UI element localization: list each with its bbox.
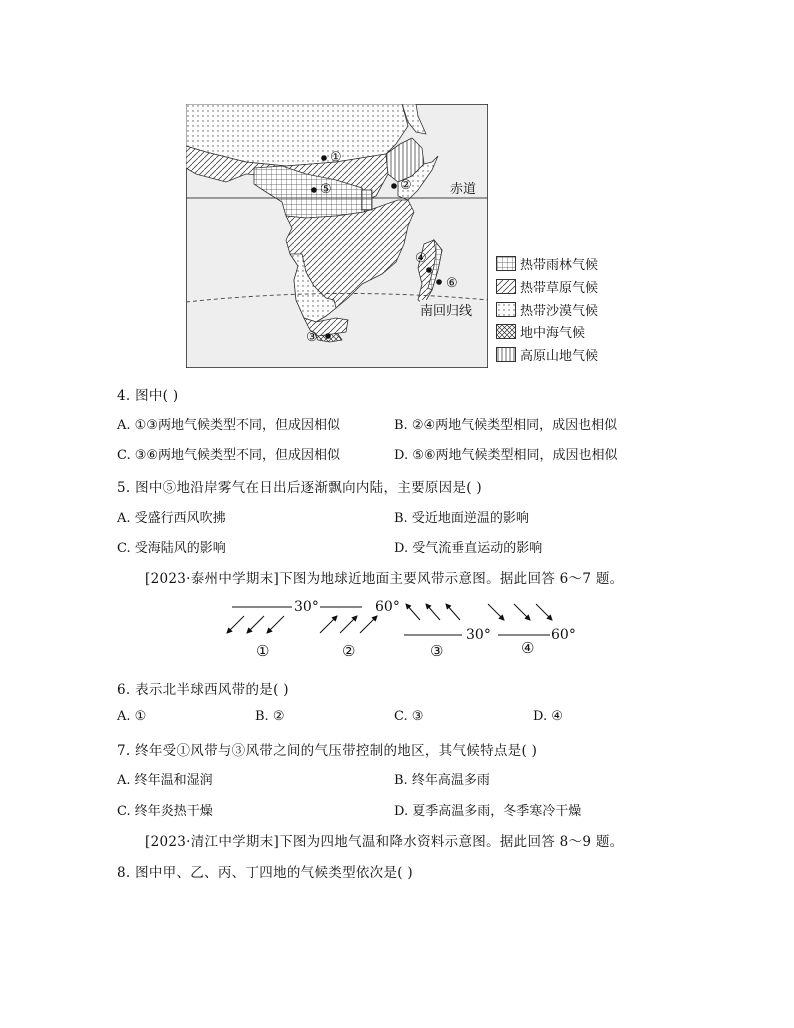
legend-label: 地中海气候 xyxy=(520,326,586,341)
wind-label-1: ① xyxy=(256,642,270,660)
legend-item-highland xyxy=(496,345,599,364)
intro-6-7: [2023·泰州中学期末]下图为地球近地面主要风带示意图。据此回答 6～7 题。 xyxy=(145,571,624,587)
q7-stem: 7. 终年受①风带与③风带之间的气压带控制的地区，其气候特点是( ) xyxy=(117,743,538,759)
map-point-1: ① xyxy=(330,150,342,165)
q4-option-a[interactable]: A. ①③两地气候类型不同，但成因相似 xyxy=(117,418,340,433)
q7-option-d[interactable]: D. 夏季高温多雨，冬季寒冷干燥 xyxy=(394,804,582,819)
legend-label: 热带沙漠气候 xyxy=(520,304,599,319)
q4-option-d[interactable]: D. ⑤⑥两地气候类型相同，成因也相似 xyxy=(394,448,618,463)
grid-pattern-swatch xyxy=(496,256,516,271)
map-point-4: ④ xyxy=(415,251,427,266)
q5-option-a[interactable]: A. 受盛行西风吹拂 xyxy=(117,511,226,526)
q5-option-b[interactable]: B. 受近地面逆温的影响 xyxy=(394,511,529,526)
q7-option-a[interactable]: A. 终年温和湿润 xyxy=(117,773,213,788)
map-point-6: ⑥ xyxy=(446,276,458,291)
map-point-5: ⑤ xyxy=(320,182,332,197)
q6-stem: 6. 表示北半球西风带的是( ) xyxy=(117,682,289,698)
legend-item-rainforest xyxy=(496,254,599,273)
legend-label: 热带草原气候 xyxy=(520,281,599,296)
q8-stem: 8. 图中甲、乙、丙、丁四地的气候类型依次是( ) xyxy=(117,865,413,881)
q5-option-d[interactable]: D. 受气流垂直运动的影响 xyxy=(394,541,543,556)
crosshatch-pattern-swatch xyxy=(496,324,516,339)
intro-8-9: [2023·清江中学期末]下图为四地气温和降水资料示意图。据此回答 8～9 题。 xyxy=(145,834,624,850)
q6-option-d[interactable]: D. ④ xyxy=(533,709,563,724)
legend-item-desert xyxy=(496,300,599,319)
africa-climate-map xyxy=(186,104,488,368)
map-point-2: ② xyxy=(400,178,412,193)
wind-lat-30-a: 30° xyxy=(294,599,319,615)
legend-label: 高原山地气候 xyxy=(520,349,599,364)
q4-stem: 4. 图中( ) xyxy=(117,388,179,404)
dots-pattern-swatch xyxy=(496,302,516,317)
wind-label-2: ② xyxy=(342,642,356,660)
equator-label: 赤道 xyxy=(450,182,477,197)
vertical-pattern-swatch xyxy=(496,347,516,362)
q5-stem: 5. 图中⑤地沿岸雾气在日出后逐渐飘向内陆，主要原因是( ) xyxy=(117,480,482,496)
wind-lat-60-b: 60° xyxy=(551,627,576,643)
wind-label-3: ③ xyxy=(430,642,444,660)
q6-option-a[interactable]: A. ① xyxy=(117,709,147,724)
q5-option-c[interactable]: C. 受海陆风的影响 xyxy=(117,541,226,556)
q7-option-c[interactable]: C. 终年炎热干燥 xyxy=(117,804,213,819)
tropic-label: 南回归线 xyxy=(420,300,472,319)
diagonal-pattern-swatch xyxy=(496,279,516,294)
legend-item-savanna xyxy=(496,277,599,296)
q4-option-b[interactable]: B. ②④两地气候类型相同，成因也相似 xyxy=(394,418,618,433)
legend-item-mediterranean xyxy=(496,322,586,341)
map-point-3: ③ xyxy=(306,330,318,345)
wind-lat-30-b: 30° xyxy=(466,627,491,643)
wind-label-4: ④ xyxy=(521,639,535,657)
legend-label: 热带雨林气候 xyxy=(520,258,599,273)
q4-option-c[interactable]: C. ③⑥两地气候类型不同，但成因相似 xyxy=(117,448,341,463)
wind-lat-60-a: 60° xyxy=(375,599,400,615)
q6-option-b[interactable]: B. ② xyxy=(255,709,285,724)
q6-option-c[interactable]: C. ③ xyxy=(394,709,424,724)
q7-option-b[interactable]: B. 终年高温多雨 xyxy=(394,773,490,788)
